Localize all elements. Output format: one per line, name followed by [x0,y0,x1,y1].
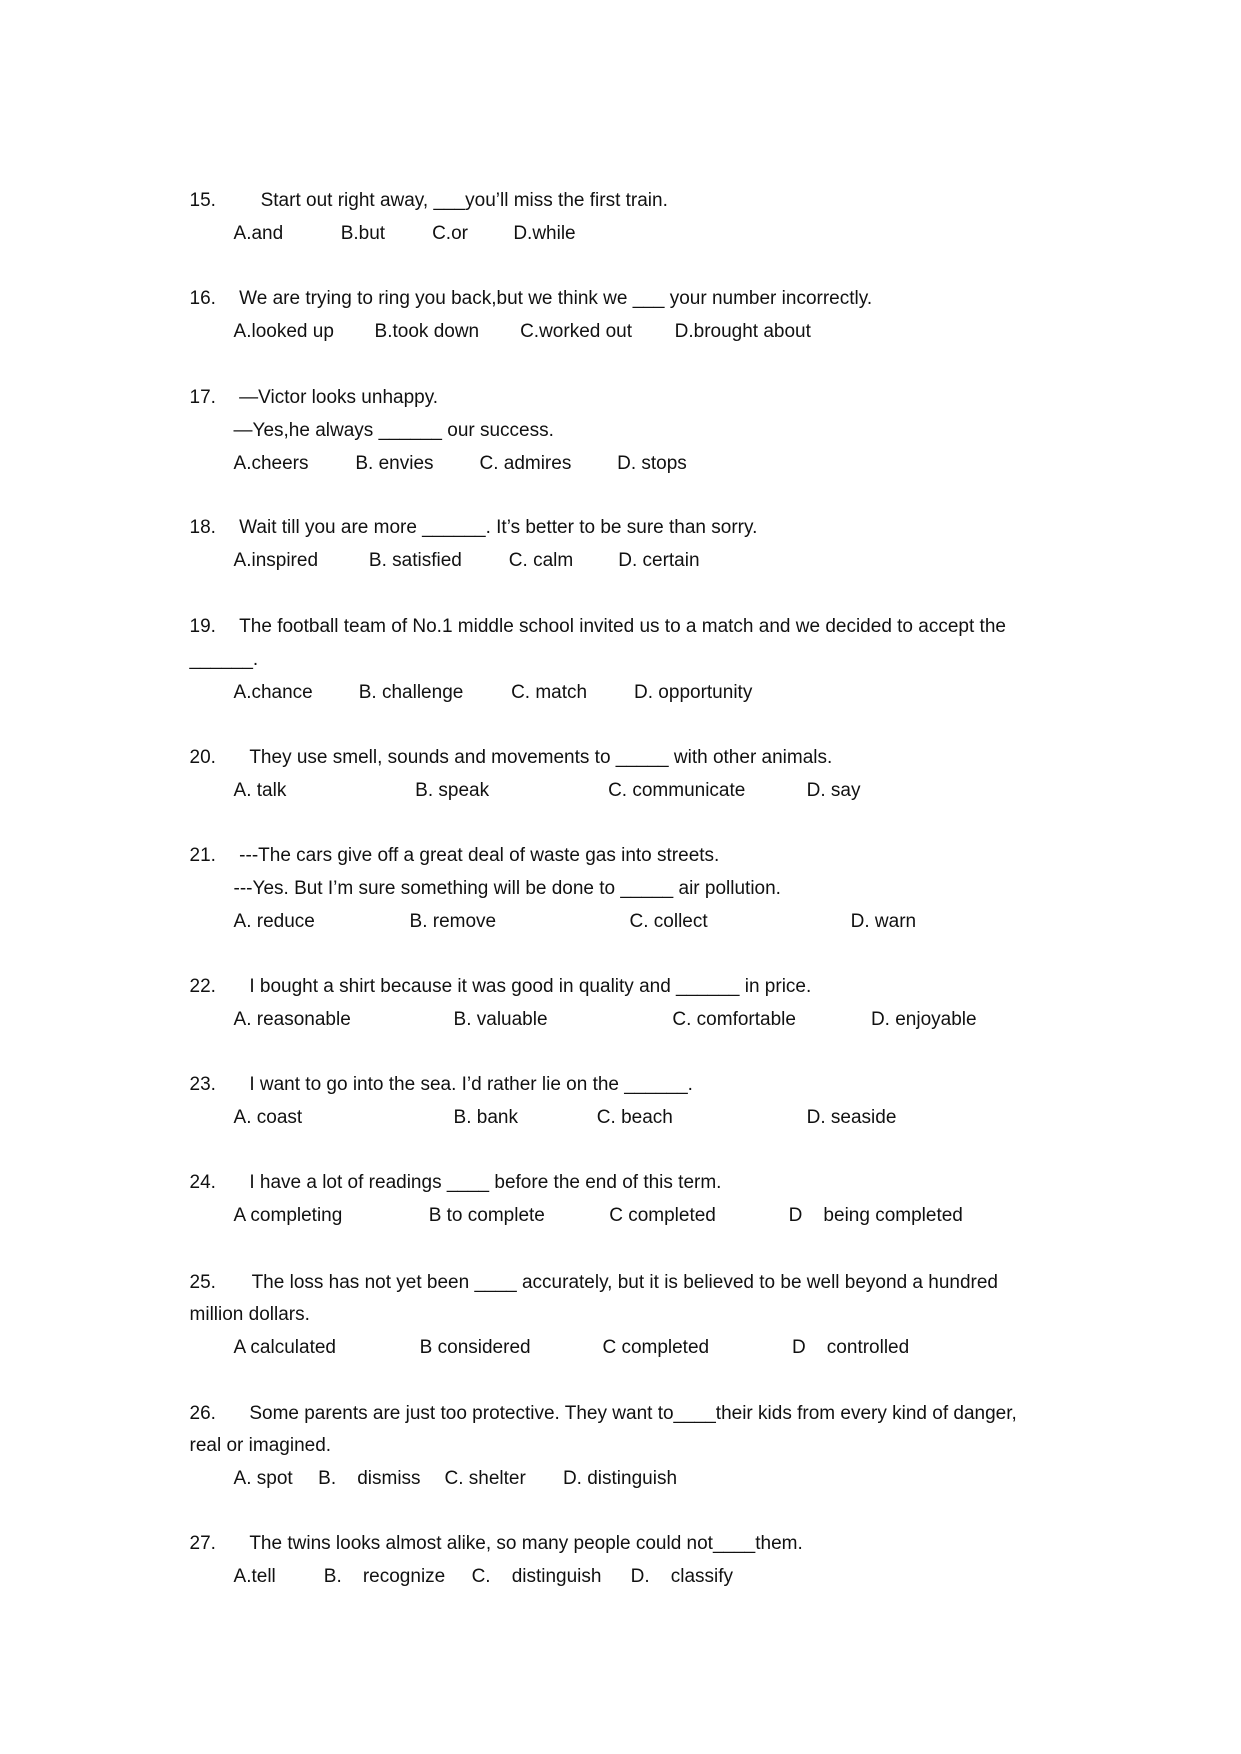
answer-option[interactable]: D being completed [788,1205,963,1227]
answer-option[interactable]: D. opportunity [634,681,753,703]
answer-option[interactable]: A. coast [233,1107,303,1129]
answer-option[interactable]: A. reduce [233,910,315,932]
answer-option[interactable]: C completed [609,1205,716,1227]
question-text: —Yes,he always ______ our success. [233,419,554,441]
question-text: Wait till you are more ______. It’s better to be sure than sorry. [239,516,758,538]
answer-option[interactable]: A. reasonable [233,1008,351,1030]
answer-option[interactable]: A. talk [233,779,287,801]
answer-option[interactable]: C. calm [508,549,574,571]
question-text: Start out right away, ___you’ll miss the first train. [260,189,668,211]
question-text: Some parents are just too protective. They want to____their kids from every kind of danger, [249,1402,1017,1424]
answer-option[interactable]: C.or [432,222,468,244]
answer-option[interactable]: B.took down [374,320,480,342]
question-number: 23. [189,1074,216,1096]
question-text: I have a lot of readings ____ before the end of this term. [249,1172,722,1194]
answer-option[interactable]: A completing [233,1205,343,1227]
answer-option[interactable]: B. recognize [323,1566,446,1588]
question-number: 15. [189,189,216,211]
question-number: 18. [189,516,216,538]
answer-option[interactable]: C. admires [479,452,572,474]
answer-option[interactable]: C. communicate [608,779,746,801]
answer-option[interactable]: A calculated [233,1337,336,1359]
answer-option[interactable]: D. distinguish [562,1468,678,1490]
answer-option[interactable]: D. seaside [806,1107,897,1129]
question-number: 27. [189,1533,216,1555]
answer-option[interactable]: C. beach [596,1107,673,1129]
question-text: —Victor looks unhappy. [239,387,439,409]
question-number: 25. [189,1271,216,1293]
answer-option[interactable]: A. spot [233,1468,293,1490]
answer-option[interactable]: C. collect [629,910,708,932]
question-number: 26. [189,1402,216,1424]
answer-option[interactable]: D.while [513,222,576,244]
question-text: I want to go into the sea. I’d rather lie on the ______. [249,1074,693,1096]
question-text: ---Yes. But I’m sure something will be done to _____ air pollution. [233,878,781,899]
answer-option[interactable]: B considered [419,1337,531,1359]
answer-option[interactable]: C. shelter [444,1468,526,1490]
answer-option[interactable]: A.inspired [233,549,319,571]
answer-option[interactable]: C.worked out [520,320,633,342]
answer-option[interactable]: A.cheers [233,452,309,474]
question-number: 16. [189,287,216,309]
question-text: I bought a shirt because it was good in quality and ______ in price. [249,976,812,998]
question-number: 21. [189,845,216,867]
answer-option[interactable]: B. speak [415,779,490,801]
answer-option[interactable]: B to complete [428,1205,545,1227]
answer-option[interactable]: B. satisfied [368,549,462,571]
answer-option[interactable]: A.and [233,222,284,244]
question-text: ---The cars give off a great deal of waste gas into streets. [239,845,720,867]
answer-option[interactable]: B.but [340,222,386,244]
question-number: 19. [189,616,216,638]
answer-option[interactable]: D controlled [791,1337,910,1359]
answer-option[interactable]: B. bank [453,1107,518,1129]
answer-option[interactable]: A.chance [233,681,313,703]
question-text: ______. [189,648,259,670]
answer-option[interactable]: D. enjoyable [870,1008,977,1030]
question-text: million dollars. [189,1304,310,1326]
question-number: 24. [189,1172,216,1194]
question-number: 20. [189,747,216,769]
answer-option[interactable]: B. valuable [453,1008,548,1030]
answer-option[interactable]: A.tell [233,1566,276,1588]
answer-option[interactable]: D.brought about [674,320,811,342]
answer-option[interactable]: D. certain [618,549,700,571]
answer-option[interactable]: D. warn [850,910,917,932]
answer-option[interactable]: C. distinguish [471,1566,602,1588]
question-text: real or imagined. [189,1435,332,1457]
answer-option[interactable]: D. say [806,779,861,801]
question-text: The football team of No.1 middle school invited us to a match and we decided to accept the [239,616,1006,638]
answer-option[interactable]: B. dismiss [318,1468,421,1490]
question-text: The loss has not yet been ____ accurately, but it is believed to be well beyond a hundred [251,1271,998,1293]
answer-option[interactable]: C completed [602,1337,710,1359]
answer-option[interactable]: C. match [511,681,588,703]
answer-option[interactable]: B. remove [409,910,497,932]
answer-option[interactable]: B. envies [355,452,434,474]
question-text: The twins looks almost alike, so many people could not____them. [249,1533,803,1555]
answer-option[interactable]: D. classify [630,1566,734,1588]
answer-option[interactable]: B. challenge [358,681,464,703]
answer-option[interactable]: D. stops [617,452,687,474]
question-text: They use smell, sounds and movements to _____ with other animals. [249,747,833,769]
answer-option[interactable]: A.looked up [233,320,334,342]
question-text: We are trying to ring you back,but we think we ___ your number incorrectly. [239,287,873,309]
answer-option[interactable]: C. comfortable [672,1008,796,1030]
question-number: 22. [189,976,216,998]
question-number: 17. [189,387,216,409]
